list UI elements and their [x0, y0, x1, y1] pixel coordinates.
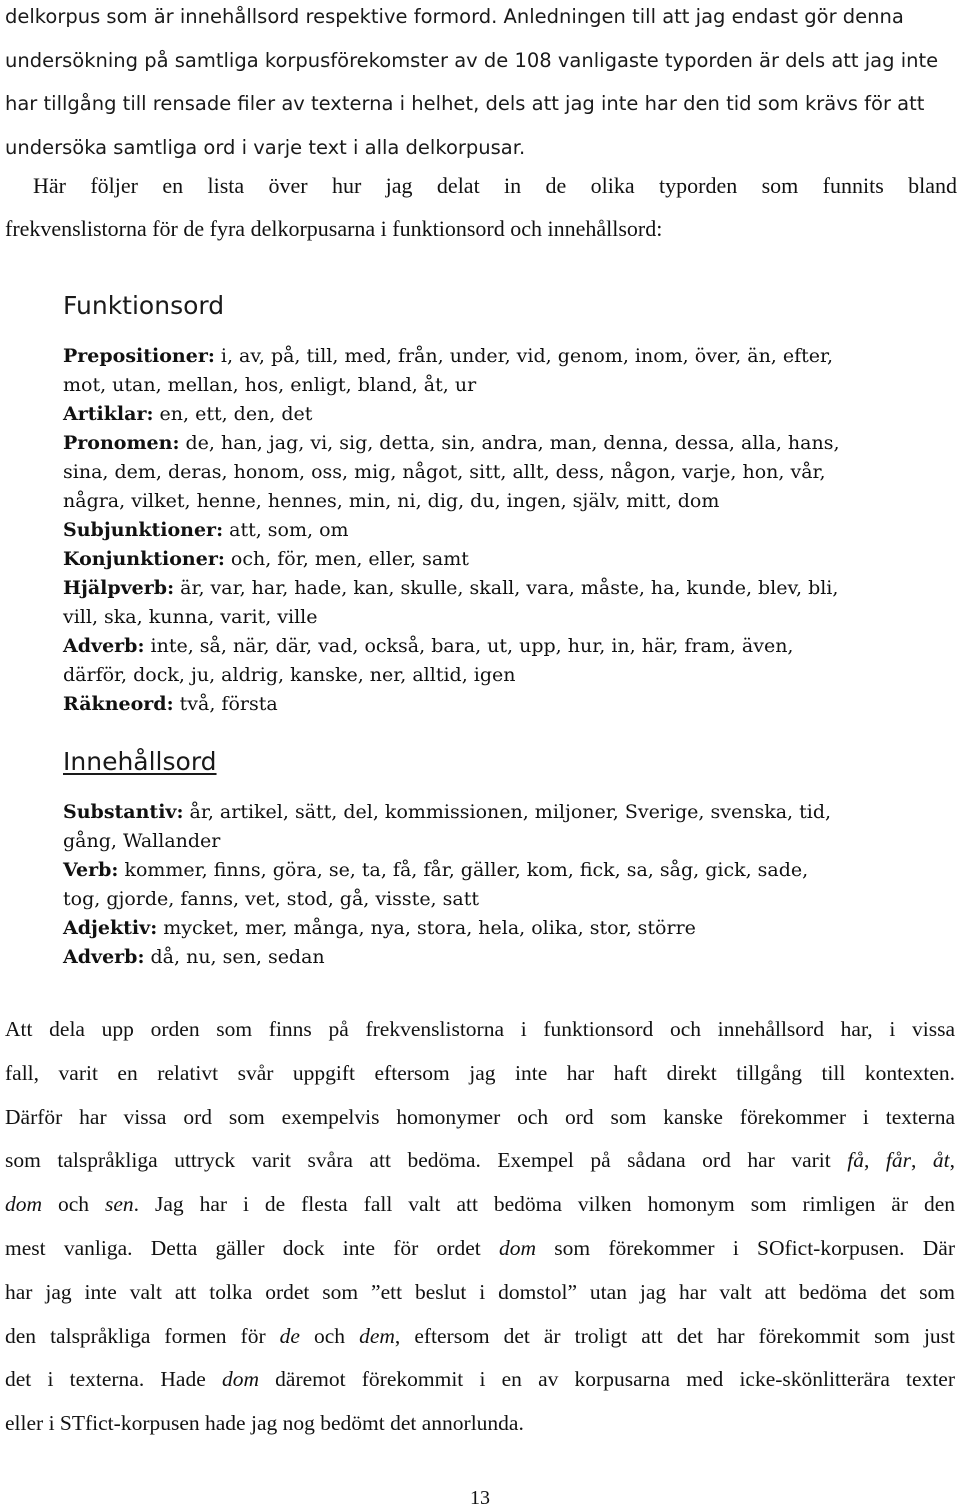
discussion-paragraph [5, 1008, 955, 1446]
word-list: mot, utan, mellan, hos, enligt, bland, åt, ur [63, 374, 477, 396]
word-list: i, av, på, till, med, från, under, vid, genom, inom, över, än, efter, [214, 345, 834, 367]
word-list: att, som, om [223, 519, 349, 541]
list-item [63, 856, 898, 914]
paragraph-line [5, 1183, 955, 1227]
example-word: dom [5, 1192, 43, 1217]
category-label: Subjunktioner: [63, 519, 224, 541]
word-list: de, han, jag, vi, sig, detta, sin, andra, man, denna, dessa, alla, hans, [179, 432, 840, 454]
category-label: Prepositioner: [63, 345, 215, 367]
word-list: mycket, mer, många, nya, stora, hela, olika, stor, större [157, 917, 696, 939]
example-word: får [885, 1148, 911, 1173]
text-run: som talspråkliga uttryck varit svåra att bedöma. Exempel på sådana ord har varit [5, 1148, 848, 1173]
intro-line: undersökning på samtliga korpusförekomster av de 108 vanligaste typorden är dels att jag inte [5, 48, 939, 72]
paragraph-line: har jag inte valt att tolka ordet som ”ett beslut i domstol” utan jag har valt att bedöma det som [5, 1279, 955, 1304]
function-words-list [63, 342, 898, 719]
text-run: , [911, 1148, 933, 1173]
example-word: sen [104, 1192, 134, 1217]
example-word: dem [359, 1323, 395, 1348]
list-item [63, 632, 898, 690]
list-item [63, 914, 898, 943]
word-list: två, första [173, 693, 278, 715]
list-item [63, 798, 898, 856]
example-word: de [279, 1323, 300, 1348]
intro-line: delkorpus som är innehållsord respektive formord. Anledningen till att jag endast gör denna [5, 5, 904, 28]
word-list: tog, gjorde, fanns, vet, stod, gå, visste, satt [63, 888, 479, 910]
list-intro-paragraph [5, 164, 957, 250]
category-label: Pronomen: [63, 432, 180, 454]
text-run: det i texterna. Hade [5, 1367, 222, 1392]
example-word: dom [221, 1367, 259, 1392]
paragraph-line: eller i STfict-korpusen hade jag nog bedömt det annorlunda. [5, 1411, 524, 1436]
content-words-list [63, 798, 898, 972]
list-item [63, 429, 898, 516]
category-label: Räkneord: [63, 693, 174, 715]
list-intro-line: frekvenslistorna för de fyra delkorpusarna i funktionsord och innehållsord: [5, 216, 663, 241]
intro-line: undersöka samtliga ord i varje text i alla delkorpusar. [5, 135, 526, 159]
page-number: 13 [470, 1487, 490, 1509]
category-label: Substantiv: [63, 801, 184, 823]
intro-line: har tillgång till rensade filer av texterna i helhet, dels att jag inte har den tid som krävs för att [5, 92, 925, 115]
example-word: dom [498, 1235, 536, 1260]
text-run: , [949, 1148, 956, 1173]
list-item [63, 545, 898, 574]
list-item [63, 690, 898, 719]
paragraph-line [5, 1139, 955, 1183]
text-run: den talspråkliga formen för [5, 1323, 280, 1348]
text-run: . Jag har i de flesta fall valt att bedöma vilken homonym som rimligen är den [133, 1192, 956, 1217]
example-word: få [847, 1148, 864, 1173]
category-label: Adverb: [63, 635, 145, 657]
text-run: och [42, 1192, 105, 1217]
category-label: Artiklar: [63, 403, 154, 425]
function-words-heading: Funktionsord [63, 291, 225, 320]
category-label: Adjektiv: [63, 917, 158, 939]
list-item [63, 574, 898, 632]
text-run: mest vanliga. Detta gäller dock inte för ordet [5, 1235, 499, 1260]
list-item [63, 516, 898, 545]
word-list: vill, ska, kunna, varit, ville [63, 606, 318, 628]
category-label: Verb: [63, 859, 119, 881]
word-list: kommer, finns, göra, se, ta, få, får, gäller, kom, fick, sa, såg, gick, sade, [118, 859, 809, 881]
text-run: , [864, 1148, 886, 1173]
content-words-heading: Innehållsord [63, 747, 217, 776]
intro-paragraph [5, 0, 957, 169]
category-label: Konjunktioner: [63, 548, 225, 570]
paragraph-line: Därför har vissa ord som exempelvis homonymer och ord som kanske förekommer i texterna [5, 1104, 955, 1129]
word-list: gång, Wallander [63, 830, 221, 852]
word-list: en, ett, den, det [153, 403, 313, 425]
word-list: några, vilket, henne, hennes, min, ni, dig, du, ingen, själv, mitt, dom [63, 490, 720, 512]
word-list: sina, dem, deras, honom, oss, mig, något, sitt, allt, dess, någon, varje, hon, vår, [63, 461, 826, 483]
list-item [63, 943, 898, 972]
category-label: Hjälpverb: [63, 577, 175, 599]
example-word: åt [932, 1148, 950, 1173]
paragraph-line: Att dela upp orden som finns på frekvenslistorna i funktionsord och innehållsord har, i vissa [5, 1017, 955, 1041]
text-run: och [299, 1323, 360, 1348]
text-run: som förekommer i SOfict-korpusen. Där [536, 1235, 955, 1260]
word-list: därför, dock, ju, aldrig, kanske, ner, alltid, igen [63, 664, 516, 686]
word-list: då, nu, sen, sedan [144, 946, 325, 968]
list-item [63, 400, 898, 429]
word-list: är, var, har, hade, kan, skulle, skall, vara, måste, ha, kunde, blev, bli, [174, 577, 839, 599]
paragraph-line: fall, varit en relativt svår uppgift eftersom jag inte har haft direkt tillgång till kontexten. [5, 1060, 955, 1085]
text-run: , eftersom det är troligt att det har förekommit som just [394, 1323, 956, 1348]
word-list: och, för, men, eller, samt [224, 548, 469, 570]
text-run: däremot förekommit i en av korpusarna med icke-skönlitterära texter [258, 1367, 955, 1392]
word-list: år, artikel, sätt, del, kommissionen, miljoner, Sverige, svenska, tid, [183, 801, 832, 823]
list-item [63, 342, 898, 400]
paragraph-line [5, 1227, 955, 1271]
paragraph-line [5, 1315, 955, 1359]
paragraph-line [5, 1358, 955, 1402]
word-list: inte, så, när, där, vad, också, bara, ut, upp, hur, in, här, fram, även, [144, 635, 794, 657]
category-label: Adverb: [63, 946, 145, 968]
list-intro-line: Här följer en lista över hur jag delat in de olika typorden som funnits bland [33, 173, 957, 198]
